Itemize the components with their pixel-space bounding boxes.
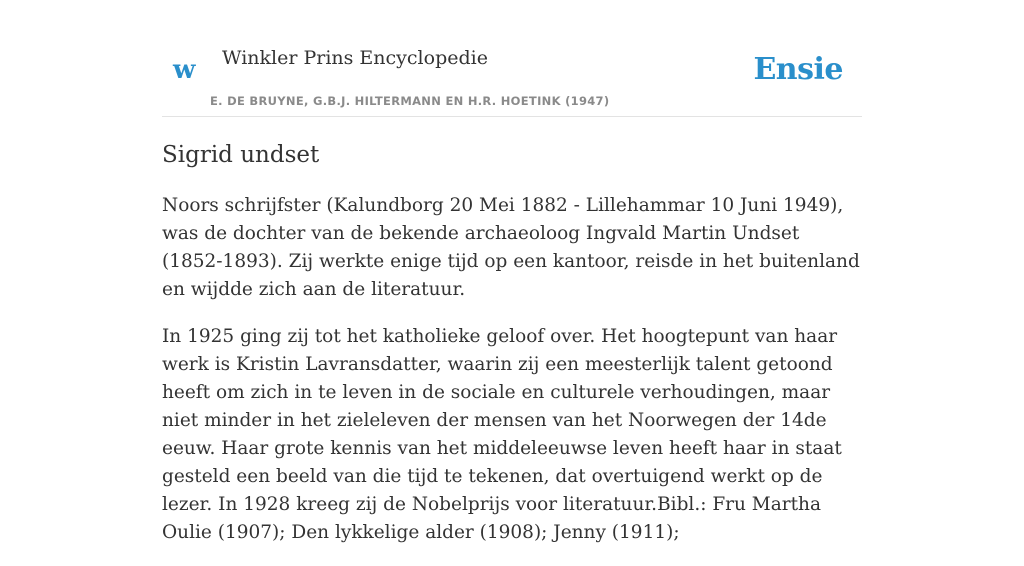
source-title[interactable]: Winkler Prins Encyclopedie [222, 47, 488, 69]
article-title: Sigrid undset [162, 142, 320, 168]
ensie-logo-link[interactable]: Ensie [753, 52, 843, 87]
article-paragraph: Noors schrijfster (Kalundborg 20 Mei 1882 - Lillehammar 10 Juni 1949), was de dochter van de bekende archaeoloog Ingvald Martin Undset (1852-1893). Zij werkte enige tijd op een kantoor, reisde in het buitenland en wijdde zich aan de literatuur. [162, 195, 860, 300]
article-body [162, 192, 862, 566]
source-authors: E. DE BRUYNE, G.B.J. HILTERMANN EN H.R. HOETINK (1947) [210, 94, 610, 108]
source-header [162, 0, 862, 117]
source-logo-icon[interactable]: w [173, 55, 196, 85]
page [162, 0, 862, 543]
article-paragraph: In 1925 ging zij tot het katholieke geloof over. Het hoogtepunt van haar werk is Kristin Lavransdatter, waarin zij een meesterlijk talent getoond heeft om zich in te leven in de sociale en culturele verhoudingen, maar niet minder in het zieleleven der mensen van het Noorwegen der 14de eeuw. Haar grote kennis van het middeleeuwse leven heeft haar in staat gesteld een beeld van die tijd te tekenen, dat overtuigend werkt op de lezer. In 1928 kreeg zij de Nobelprijs voor literatuur.Bibl.: Fru Martha Oulie (1907); Den lykkelige alder (1908); Jenny (1911); [162, 326, 842, 543]
